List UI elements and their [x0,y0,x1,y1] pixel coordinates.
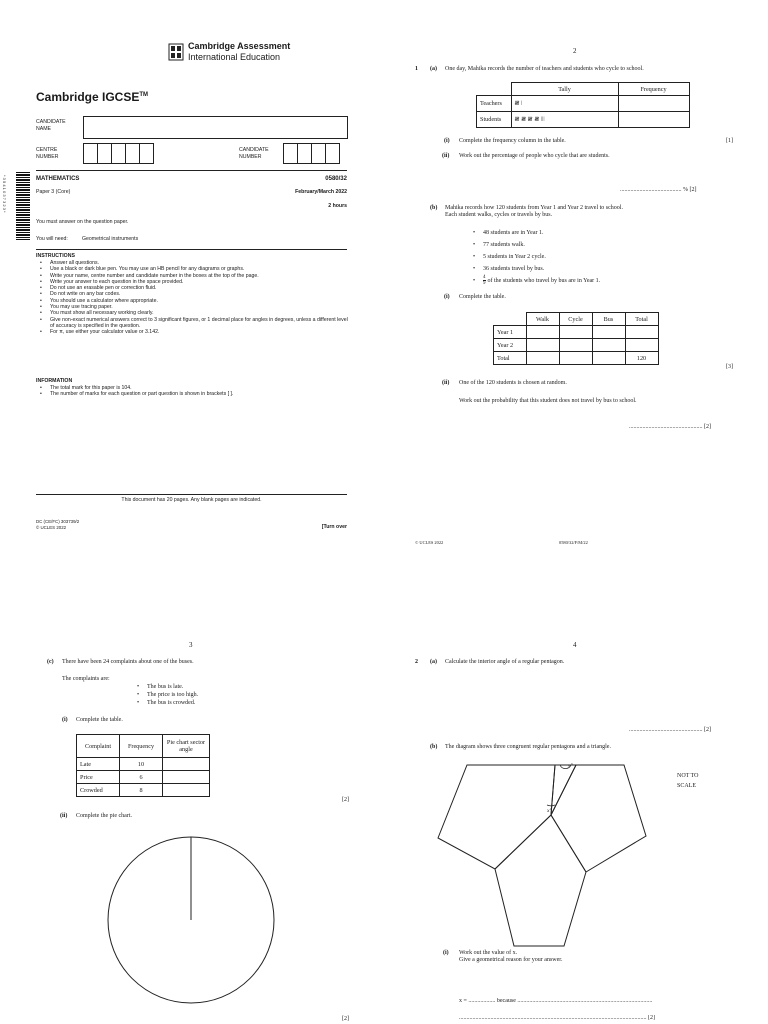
column-header: Walk [526,313,559,326]
page-number: 2 [573,47,577,55]
question-text: Each student walks, cycles or travels by bus. [445,212,553,218]
part-label: (i) [62,717,68,723]
question-text: Give a geometrical reason for your answer. [459,957,563,963]
divider [36,494,347,495]
instructions-list [36,260,350,336]
list-item: • The total mark for this paper is 104. [50,385,350,391]
total-cell: 120 [625,352,658,365]
column-header: Complaint [77,735,120,758]
candidate-name-label: CANDIDATE NAME [36,119,66,132]
table-cell-input[interactable] [592,326,625,339]
pie-chart-outline[interactable] [106,828,276,1018]
footer-code: 0580/32/F/M/22 [559,540,588,545]
paper-name: Paper 3 (Core) [36,189,71,195]
part-label: (a) [430,659,437,665]
frequency-input[interactable] [618,96,689,112]
table-cell-input[interactable] [526,352,559,365]
mark: [1] [726,138,733,144]
frequency-cell: 6 [120,771,163,784]
side-code: * 3 5 4 1 0 3 7 3 2 3 * [2,175,7,213]
list-item: • The number of marks for each question or part question is shown in brackets [ ]. [50,391,350,397]
must-answer: You must answer on the question paper. [36,219,129,225]
list-item: • Do not write on any bar codes. [50,291,350,297]
row-label: Year 2 [494,339,527,352]
table-row [77,784,210,797]
duration: 2 hours [328,203,347,209]
table-row [494,339,659,352]
page-4 [384,560,768,1024]
column-header: Bus [592,313,625,326]
answer-line[interactable]: ............................................................................................................................. [2] [459,1015,655,1021]
information-heading: INFORMATION [36,378,73,384]
list-item: • You should use a calculator where appropriate. [50,298,350,304]
part-label: (b) [430,744,438,750]
table-cell-input[interactable] [559,352,592,365]
list-item: • The bus is crowded. [147,700,287,708]
footer-code: DC (CE/FC) 303739/2 [36,519,80,524]
question-text: Work out the value of x. [459,950,518,956]
part-label: (i) [444,294,450,300]
angle-input[interactable] [163,771,210,784]
answer-line[interactable]: ......................................... % [2] [620,187,697,193]
list-item: • 48 students are in Year 1. [483,227,723,239]
page-3 [0,560,384,1024]
question-text: Work out the percentage of people who cycle that are students. [459,153,610,159]
footer-copyright: © UCLES 2022 [36,525,67,530]
list-item: • Answer all questions. [50,260,350,266]
will-need-label: You will need: [36,236,68,242]
question-text: The complaints are: [62,676,110,682]
row-label: Price [77,771,120,784]
candidate-name-field[interactable] [83,116,348,139]
list-item: • You may use tracing paper. [50,304,350,310]
crest-icon [168,43,184,61]
part-label: (ii) [60,813,68,819]
complaints-table [76,734,210,797]
question-text: Mahika records how 120 students from Year 1 and Year 2 travel to school. [445,205,623,211]
column-header: Tally [511,83,618,96]
question-text: Complete the frequency column in the table. [459,138,566,144]
list-item: • 5 students in Year 2 cycle. [483,251,723,263]
answer-line[interactable]: ................................................. [2] [629,727,711,733]
row-label: Crowded [77,784,120,797]
column-header: Frequency [618,83,689,96]
list-item: • The bus is late. [147,684,287,692]
mark: [2] [342,1016,349,1022]
frequency-cell: 8 [120,784,163,797]
instructions-heading: INSTRUCTIONS [36,253,75,259]
question-text: There have been 24 complaints about one of the buses. [62,659,194,665]
table-row [77,758,210,771]
question-text: One day, Mahika records the number of teachers and students who cycle to school. [445,66,644,72]
angle-input[interactable] [163,784,210,797]
tally-cell: 𝍸 ǀ [511,96,618,112]
not-to-scale-note: NOT TO SCALE [677,773,699,789]
fraction: • $\frac{4}{9}$ [483,275,486,287]
page-number: 3 [189,641,193,649]
brand-text: Cambridge IGCSE [36,90,140,104]
pages-note: This document has 20 pages. Any blank pages are indicated. [121,497,262,503]
table-cell-input[interactable] [526,339,559,352]
information-list [36,385,350,398]
row-label: Total [494,352,527,365]
barcode [16,172,30,240]
question-text: Work out the probability that this student does not travel by bus to school. [459,398,637,404]
table-cell-input[interactable] [625,326,658,339]
logo-line1: Cambridge Assessment [188,41,291,51]
question-number: 2 [415,659,418,665]
travel-table [493,312,659,365]
column-header: Pie chart sector angle [163,735,210,758]
angle-input[interactable] [163,758,210,771]
table-cell-input[interactable] [592,339,625,352]
column-header: Frequency [120,735,163,758]
candidate-number-label: CANDIDATE NUMBER [239,147,269,160]
question-number: 1 [415,66,418,72]
list-item: • You must show all necessary working clearly. [50,310,350,316]
list-item: • Write your name, centre number and candidate number in the boxes at the top of the page. [50,273,350,279]
part-label: (ii) [442,380,450,386]
frequency-input[interactable] [618,112,689,128]
part-label: (i) [444,138,450,144]
list-item: • For π, use either your calculator value or 3.142. [50,329,350,335]
page-1 [0,0,384,530]
column-header: Total [625,313,658,326]
page-2 [384,0,768,560]
facts-list [469,227,723,287]
candidate-number-field[interactable] [284,143,340,169]
part-label: (a) [430,66,437,72]
centre-number-field[interactable] [84,143,154,169]
brand-title [36,90,148,104]
centre-number-label: CENTRE NUMBER [36,147,59,160]
row-label: Students [477,112,512,128]
mark: [2] [342,797,349,803]
session: February/March 2022 [295,189,347,195]
list-item: • 36 students travel by bus. [483,263,723,275]
table-row [494,326,659,339]
table-row [477,112,690,128]
divider [36,249,347,250]
trademark: TM [139,92,149,98]
question-text: Calculate the interior angle of a regular pentagon. [445,659,565,665]
subject: MATHEMATICS [36,176,80,182]
angle-x-label: x° [547,808,552,814]
will-need-value: Geometrical instruments [82,236,139,242]
frequency-cell: 10 [120,758,163,771]
logo-line2: International Education [188,52,281,62]
list-item: • Do not use an erasable pen or correction fluid. [50,285,350,291]
answer-line[interactable]: x = .................. because .......................................................................................... [459,998,653,1004]
question-text: One of the 120 students is chosen at random. [459,380,567,386]
tally-table [476,82,690,128]
table-row [494,352,659,365]
question-text: Complete the pie chart. [76,813,132,819]
list-item: • $\frac{4}{9}$ of the students who travel by bus are in Year 1. [483,275,723,287]
table-header-row [477,83,690,96]
table-row [77,771,210,784]
list-item: • Give non-exact numerical answers correct to 3 significant figures, or 1 decimal place for angles in degrees, unless a different level of accuracy is specified in the question. [50,317,350,330]
complaints-list [133,684,287,707]
row-label: Year 1 [494,326,527,339]
question-text: Complete the table. [76,717,123,723]
column-header: Cycle [559,313,592,326]
table-cell-input[interactable] [559,339,592,352]
cambridge-logo [168,41,298,65]
question-text: Complete the table. [459,294,506,300]
list-item: • Write your answer to each question in the space provided. [50,279,350,285]
table-row [477,96,690,112]
row-label: Teachers [477,96,512,112]
table-header-row [494,313,659,326]
table-header-row [77,735,210,758]
turn-over: [Turn over [321,524,347,530]
angle-y-label: y° [568,763,573,769]
paper-code: 0580/32 [325,176,347,182]
tally-cell: 𝍸 𝍸 𝍸 𝍸 ǀǀǀ [511,112,618,128]
table-cell-input[interactable] [625,339,658,352]
pentagons-diagram [424,755,664,955]
question-text: The diagram shows three congruent regular pentagons and a triangle. [445,744,611,750]
table-cell-input[interactable] [559,326,592,339]
part-label: (b) [430,205,438,211]
mark: [3] [726,364,733,370]
list-item: • Use a black or dark blue pen. You may use an HB pencil for any diagrams or graphs. [50,266,350,272]
part-label: (c) [47,659,54,665]
row-label: Late [77,758,120,771]
table-cell-input[interactable] [592,352,625,365]
divider [36,170,347,171]
footer-copyright: © UCLES 2022 [415,540,444,545]
page-number: 4 [573,641,577,649]
answer-line[interactable]: ................................................. [2] [629,424,711,430]
part-label: (ii) [442,153,450,159]
part-label: (i) [443,950,449,956]
table-cell-input[interactable] [526,326,559,339]
list-item: • 77 students walk. [483,239,723,251]
list-item: • The price is too high. [147,692,287,700]
